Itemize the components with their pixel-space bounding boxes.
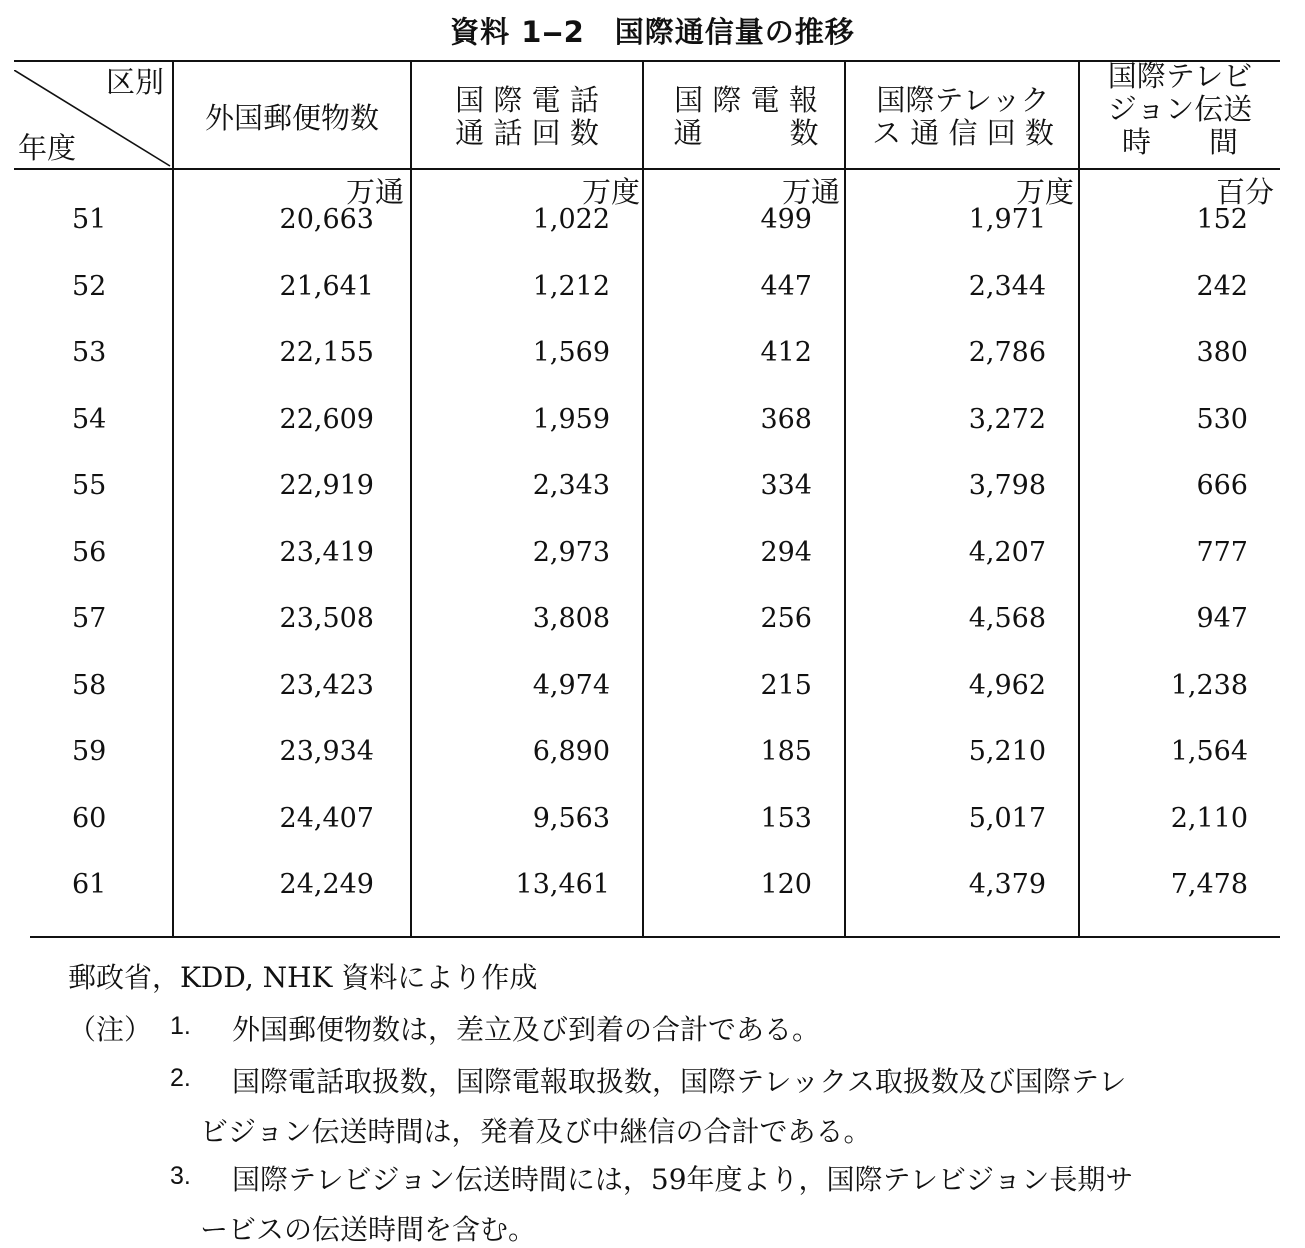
value-cell: 185 [760, 736, 812, 767]
table-row [0, 204, 1305, 270]
header-line: 国 際 電 話 [455, 83, 599, 117]
note-text: ビジョン伝送時間は，発着及び中継信の合計である。 [200, 1115, 872, 1148]
header-corner-year: 年度 [18, 131, 77, 165]
value-cell: 1,971 [968, 204, 1046, 235]
value-cell: 666 [1196, 470, 1248, 501]
value-cell: 3,808 [532, 603, 610, 634]
unit-label: 百分 [1215, 175, 1274, 209]
unit-label: 万通 [781, 175, 840, 209]
value-cell: 2,973 [532, 537, 610, 568]
header-line: 外国郵便物数 [204, 101, 379, 135]
value-cell: 24,407 [279, 803, 374, 834]
value-cell: 530 [1196, 404, 1248, 435]
value-cell: 256 [760, 603, 812, 634]
value-cell: 4,962 [968, 670, 1046, 701]
year-cell: 60 [72, 803, 107, 834]
value-cell: 4,207 [968, 537, 1046, 568]
table-row [0, 803, 1305, 869]
value-cell: 5,210 [968, 736, 1046, 767]
value-cell: 447 [760, 271, 812, 302]
value-cell: 294 [760, 537, 812, 568]
note-number: 1. [170, 1012, 191, 1040]
source-note: 郵政省，KDD, NHK 資料により作成 [68, 961, 538, 994]
value-cell: 242 [1196, 271, 1248, 302]
year-cell: 57 [72, 603, 107, 634]
value-cell: 23,423 [279, 670, 374, 701]
unit-label: 万通 [345, 175, 404, 209]
note-text: ービスの伝送時間を含む。 [200, 1213, 537, 1246]
value-cell: 6,890 [532, 736, 610, 767]
header-line: 通 数 [673, 116, 819, 150]
value-cell: 20,663 [279, 204, 374, 235]
table-bottom-rule [30, 936, 1280, 938]
value-cell: 7,478 [1170, 869, 1248, 900]
note-text: 外国郵便物数は，差立及び到着の合計である。 [232, 1013, 821, 1046]
value-cell: 23,508 [279, 603, 374, 634]
value-cell: 4,974 [532, 670, 610, 701]
value-cell: 21,641 [279, 271, 374, 302]
table-row [0, 271, 1305, 337]
value-cell: 3,272 [968, 404, 1046, 435]
table-row [0, 337, 1305, 403]
value-cell: 13,461 [515, 869, 610, 900]
notes-label: （注） [68, 1013, 153, 1046]
header-telex [852, 84, 1074, 150]
value-cell: 2,344 [968, 271, 1046, 302]
value-cell: 947 [1196, 603, 1248, 634]
value-cell: 412 [760, 337, 812, 368]
table-row [0, 869, 1305, 935]
table-title: 資料 1‒2 国際通信量の推移 [450, 15, 855, 49]
year-cell: 55 [72, 470, 107, 501]
value-cell: 1,022 [532, 204, 610, 235]
value-cell: 1,238 [1170, 670, 1248, 701]
table-row [0, 736, 1305, 802]
value-cell: 120 [760, 869, 812, 900]
note-text: 国際テレビジョン伝送時間には，59年度より，国際テレビジョン長期サ [232, 1163, 1134, 1196]
value-cell: 4,568 [968, 603, 1046, 634]
year-cell: 56 [72, 537, 107, 568]
header-line: 通 話 回 数 [455, 116, 599, 150]
value-cell: 152 [1196, 204, 1248, 235]
value-cell: 22,609 [279, 404, 374, 435]
value-cell: 2,343 [532, 470, 610, 501]
value-cell: 23,419 [279, 537, 374, 568]
year-cell: 53 [72, 337, 107, 368]
value-cell: 368 [760, 404, 812, 435]
value-cell: 153 [760, 803, 812, 834]
header-telephone-calls [418, 84, 636, 150]
value-cell: 1,564 [1170, 736, 1248, 767]
value-cell: 1,569 [532, 337, 610, 368]
value-cell: 1,959 [532, 404, 610, 435]
value-cell: 23,934 [279, 736, 374, 767]
year-cell: 58 [72, 670, 107, 701]
value-cell: 334 [760, 470, 812, 501]
value-cell: 4,379 [968, 869, 1046, 900]
table-header-rule [14, 168, 1280, 170]
value-cell: 22,155 [279, 337, 374, 368]
header-corner-category: 区別 [106, 65, 165, 99]
year-cell: 52 [72, 271, 107, 302]
unit-label: 万度 [1015, 175, 1074, 209]
header-foreign-mail [180, 102, 404, 135]
table-row [0, 537, 1305, 603]
value-cell: 1,212 [532, 271, 610, 302]
note-number: 2. [170, 1064, 191, 1092]
value-cell: 24,249 [279, 869, 374, 900]
header-line: ジョン伝送 [1107, 92, 1253, 126]
value-cell: 777 [1196, 537, 1248, 568]
value-cell: 3,798 [968, 470, 1046, 501]
year-cell: 51 [72, 204, 107, 235]
header-telegrams [652, 84, 840, 150]
header-line: 国際テレック [876, 83, 1050, 117]
value-cell: 9,563 [532, 803, 610, 834]
note-number: 3. [170, 1162, 191, 1190]
table-row [0, 603, 1305, 669]
header-line: 国 際 電 報 [674, 83, 818, 117]
unit-label: 万度 [581, 175, 640, 209]
value-cell: 22,919 [279, 470, 374, 501]
year-cell: 61 [72, 869, 107, 900]
value-cell: 2,786 [968, 337, 1046, 368]
year-cell: 59 [72, 736, 107, 767]
table-row [0, 404, 1305, 470]
note-text: 国際電話取扱数，国際電報取扱数，国際テレックス取扱数及び国際テレ [232, 1065, 1127, 1098]
value-cell: 380 [1196, 337, 1248, 368]
value-cell: 2,110 [1170, 803, 1248, 834]
header-line: ス 通 信 回 数 [872, 116, 1054, 150]
table-row [0, 670, 1305, 736]
header-television-transmission [1090, 60, 1270, 159]
year-cell: 54 [72, 404, 107, 435]
header-line: 時 間 [1121, 125, 1238, 159]
value-cell: 499 [760, 204, 812, 235]
table-row [0, 470, 1305, 536]
header-line: 国際テレビ [1107, 59, 1253, 93]
value-cell: 215 [760, 670, 812, 701]
value-cell: 5,017 [968, 803, 1046, 834]
